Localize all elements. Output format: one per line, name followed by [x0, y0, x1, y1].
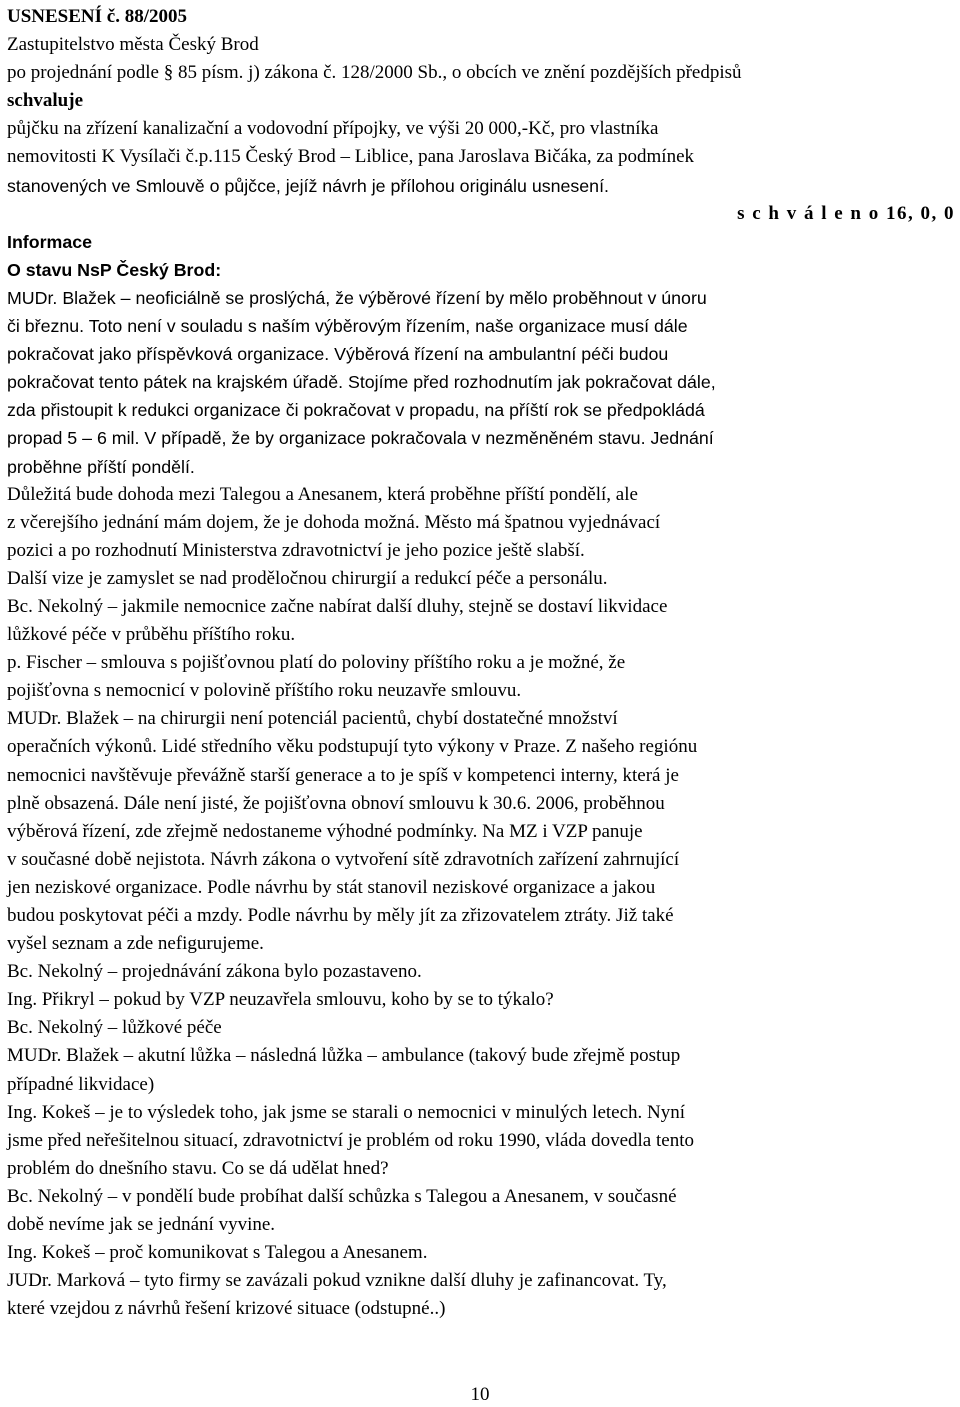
discussion-line: jen neziskové organizace. Podle návrhu by stát stanovil neziskové organizace a jakou	[7, 876, 656, 898]
discussion-line: p. Fischer – smlouva s pojišťovnou platí do poloviny příštího roku a je možné, že	[7, 652, 626, 674]
resolution-text-line: nemovitosti K Vysílači č.p.115 Český Brod – Liblice, pana Jaroslava Bičáka, za podmínek	[7, 146, 695, 168]
council-name: Zastupitelstvo města Český Brod	[7, 34, 259, 56]
discussion-line: Ing. Kokeš – je to výsledek toho, jak jsme se starali o nemocnici v minulých letech. Nyní	[7, 1101, 686, 1123]
info-line: proběhne příští pondělí.	[7, 456, 195, 477]
discussion-line: v současné době nejistota. Návrh zákona o vytvoření sítě zdravotních zařízení zahrnující	[7, 848, 680, 870]
discussion-line: MUDr. Blažek – na chirurgii není potenciál pacientů, chybí dostatečné množství	[7, 708, 618, 730]
discussion-line: budou poskytovat péči a mzdy. Podle návrhu by měly jít za zřizovatelem ztráty. Již také	[7, 905, 674, 926]
discussion-line: JUDr. Marková – tyto firmy se zavázali pokud vznikne další dluhy je zafinancovat. Ty,	[7, 1270, 667, 1292]
discussion-line: jsme před neřešitelnou situací, zdravotnictví je problém od roku 1990, vláda dovedla tento	[7, 1129, 694, 1151]
discussion-line: které vzejdou z návrhů řešení krizové situace (odstupné..)	[7, 1298, 446, 1320]
info-heading: Informace	[7, 231, 92, 252]
discussion-line: Ing. Přikryl – pokud by VZP neuzavřela smlouvu, koho by se to týkalo?	[7, 989, 554, 1011]
discussion-line: problém do dnešního stavu. Co se dá udělat hned?	[7, 1157, 389, 1179]
resolution-text-line: stanovených ve Smlouvě o půjčce, jejíž návrh je přílohou originálu usnesení.	[7, 175, 609, 196]
info-line: propad 5 – 6 mil. V případě, že by organizace pokračovala v nezměněném stavu. Jednání	[7, 428, 714, 449]
resolution-title: USNESENÍ č. 88/2005	[7, 6, 187, 27]
resolution-text-line: půjčku na zřízení kanalizační a vodovodní přípojky, ve výši 20 000,-Kč, pro vlastníka	[7, 118, 659, 140]
discussion-line: výběrová řízení, zde zřejmě nedostaneme výhodné podmínky. Na MZ i VZP panuje	[7, 820, 643, 842]
discussion-line: případné likvidace)	[7, 1073, 155, 1095]
discussion-line: Bc. Nekolný – v pondělí bude probíhat další schůzka s Talegou a Anesanem, v současné	[7, 1185, 677, 1207]
vote-result: s c h v á l e n o 16, 0, 0	[737, 202, 955, 224]
info-subheading: O stavu NsP Český Brod:	[7, 259, 222, 280]
approves-label: schvaluje	[7, 90, 83, 112]
discussion-line: vyšel seznam a zde nefigurujeme.	[7, 933, 264, 955]
info-line: či březnu. Toto není v souladu s naším výběrovým řízením, naše organizace musí dále	[7, 316, 688, 337]
legal-basis: po projednání podle § 85 písm. j) zákona č. 128/2000 Sb., o obcích ve znění pozdějších předpisů	[7, 62, 742, 84]
discussion-line: lůžkové péče v průběhu příštího roku.	[7, 624, 296, 646]
discussion-line: Ing. Kokeš – proč komunikovat s Talegou a Anesanem.	[7, 1242, 428, 1264]
discussion-line: nemocnici navštěvuje převážně starší generace a to je spíš v kompetenci interny, která je	[7, 764, 679, 786]
discussion-line: Další vize je zamyslet se nad proděločnou chirurgií a redukcí péče a personálu.	[7, 567, 608, 589]
info-line: zda přistoupit k redukci organizace či pokračovat v propadu, na příští rok se předpokládá	[7, 400, 705, 421]
discussion-line: pozici a po rozhodnutí Ministerstva zdravotnictví je jeho pozice ještě slabší.	[7, 539, 585, 561]
page-number: 10	[470, 1384, 490, 1405]
info-line: pokračovat jako příspěvková organizace. Výběrová řízení na ambulantní péči budou	[7, 344, 669, 365]
info-line: pokračovat tento pátek na krajském úřadě. Stojíme před rozhodnutím jak pokračovat dále,	[7, 372, 716, 393]
document-page	[7, 3, 955, 1323]
discussion-line: z včerejšího jednání mám dojem, že je dohoda možná. Město má špatnou vyjednávací	[7, 511, 661, 533]
info-line: MUDr. Blažek – neoficiálně se proslýchá, že výběrové řízení by mělo proběhnout v únoru	[7, 287, 707, 308]
discussion-line: plně obsazená. Dále není jisté, že pojišťovna obnoví smlouvu k 30.6. 2006, proběhnou	[7, 792, 665, 814]
discussion-line: MUDr. Blažek – akutní lůžka – následná lůžka – ambulance (takový bude zřejmě postup	[7, 1045, 681, 1067]
discussion-line: Bc. Nekolný – lůžkové péče	[7, 1017, 222, 1039]
discussion-line: operačních výkonů. Lidé středního věku podstupují tyto výkony v Praze. Z našeho regiónu	[7, 736, 698, 758]
discussion-line: Bc. Nekolný – projednávání zákona bylo pozastaveno.	[7, 961, 422, 983]
discussion-line: době nevíme jak se jednání vyvine.	[7, 1214, 276, 1236]
discussion-line: Bc. Nekolný – jakmile nemocnice začne nabírat další dluhy, stejně se dostaví likvidace	[7, 595, 668, 617]
discussion-line: pojišťovna s nemocnicí v polovině příštího roku neuzavře smlouvu.	[7, 680, 522, 702]
discussion-line: Důležitá bude dohoda mezi Talegou a Anesanem, která proběhne příští pondělí, ale	[7, 483, 638, 505]
